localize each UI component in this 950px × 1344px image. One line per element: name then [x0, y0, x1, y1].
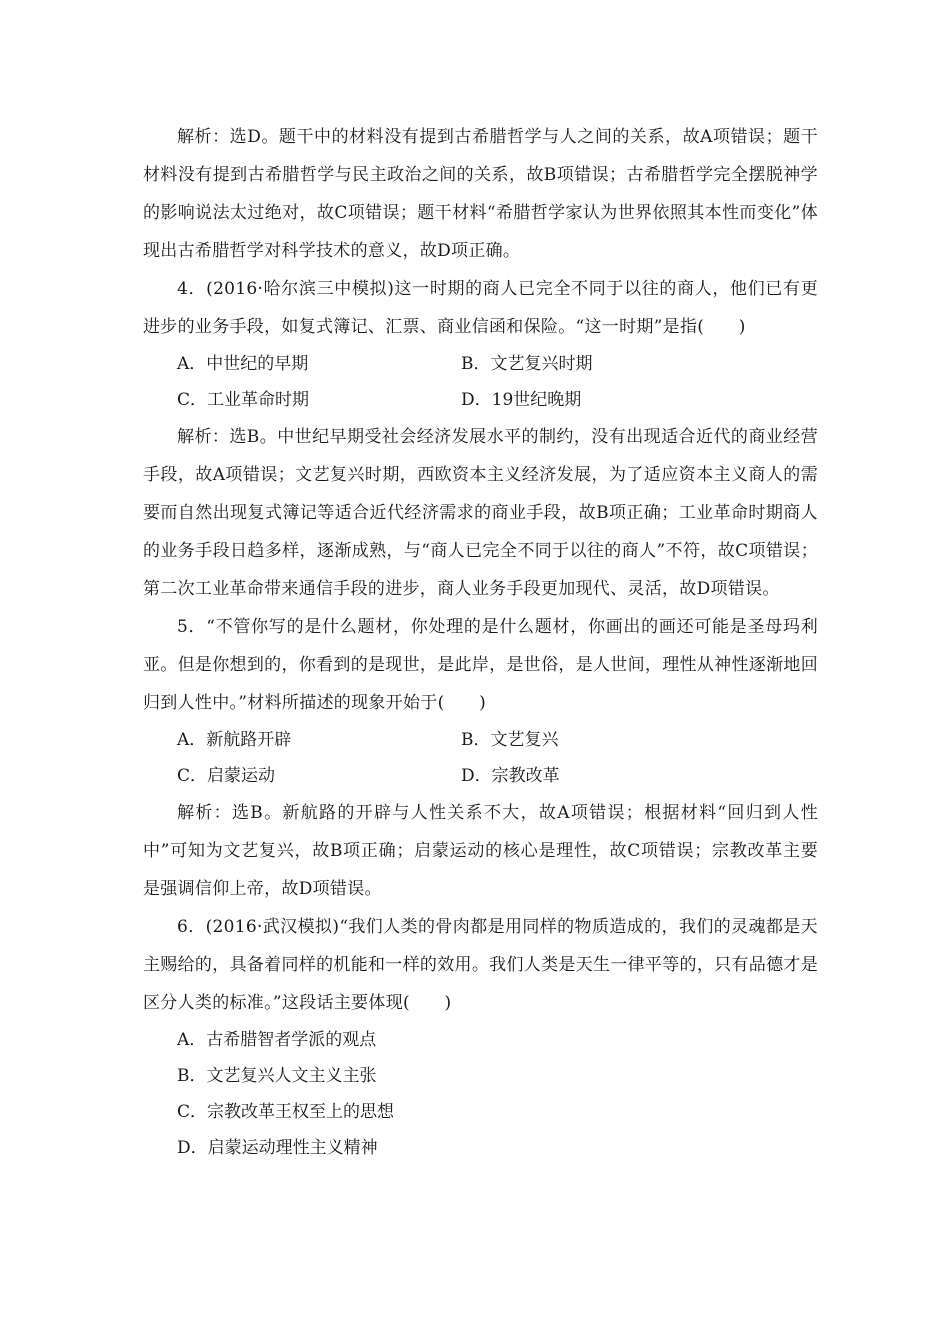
page-content	[143, 118, 818, 1166]
q5-option-b: B．文艺复兴	[461, 730, 559, 750]
q4-analysis: 解析：选B。中世纪早期受社会经济发展水平的制约，没有出现适合近代的商业经营手段，故A项错误；文艺复兴时期，西欧资本主义经济发展，为了适应资本主义商人的需要而自然出现复式簿记等适合近代经济需求的商业手段，故B项正确；工业革命时期商人的业务手段日趋多样，逐渐成熟，与“商人已完全不同于以往的商人”不符，故C项错误；第二次工业革命带来通信手段的进步，商人业务手段更加现代、灵活，故D项错误。	[143, 427, 818, 599]
q4-option-c: C．工业革命时期	[177, 390, 310, 410]
q5-analysis: 解析：选B。新航路的开辟与人性关系不大，故A项错误；根据材料“回归到人性中”可知为文艺复兴，故B项正确；启蒙运动的核心是理性，故C项错误；宗教改革主要是强调信仰上帝，故D项错误。	[143, 803, 818, 899]
q4-options-row-1	[177, 346, 818, 382]
q5-options-row-1	[177, 722, 818, 758]
q5-option-a: A．新航路开辟	[177, 730, 292, 750]
q5-option-c: C．启蒙运动	[177, 766, 276, 786]
q4-option-d: D．19世纪晚期	[461, 390, 582, 410]
q4-stem: 4．(2016·哈尔滨三中模拟)这一时期的商人已完全不同于以往的商人，他们已有更进步的业务手段，如复式簿记、汇票、商业信函和保险。“这一时期”是指( )	[143, 279, 818, 337]
q6-option-d: D．启蒙运动理性主义精神	[177, 1138, 378, 1158]
q6-option-b: B．文艺复兴人文主义主张	[177, 1066, 377, 1086]
q6-option-c: C．宗教改革王权至上的思想	[177, 1102, 395, 1122]
q5-stem: 5．“不管你写的是什么题材，你处理的是什么题材，你画出的画还可能是圣母玛利亚。但是你想到的，你看到的是现世，是此岸，是世俗，是人世间，理性从神性逐渐地回归到人性中。”材料所描述的现象开始于( )	[143, 617, 818, 713]
q4-option-b: B．文艺复兴时期	[461, 354, 593, 374]
q6-option-a: A．古希腊智者学派的观点	[177, 1030, 377, 1050]
q4-options-row-2	[177, 382, 818, 418]
q3-analysis: 解析：选D。题干中的材料没有提到古希腊哲学与人之间的关系，故A项错误；题干材料没有提到古希腊哲学与民主政治之间的关系，故B项错误；古希腊哲学完全摆脱神学的影响说法太过绝对，故C项错误；题干材料“希腊哲学家认为世界依照其本性而变化”体现出古希腊哲学对科学技术的意义，故D项正确。	[143, 127, 818, 261]
q4-option-a: A．中世纪的早期	[177, 354, 309, 374]
q5-options-row-2	[177, 758, 818, 794]
q6-stem: 6．(2016·武汉模拟)“我们人类的骨肉都是用同样的物质造成的，我们的灵魂都是天主赐给的，具备着同样的机能和一样的效用。我们人类是天生一律平等的，只有品德才是区分人类的标准。”这段话主要体现( )	[143, 917, 818, 1013]
q5-option-d: D．宗教改革	[461, 766, 560, 786]
